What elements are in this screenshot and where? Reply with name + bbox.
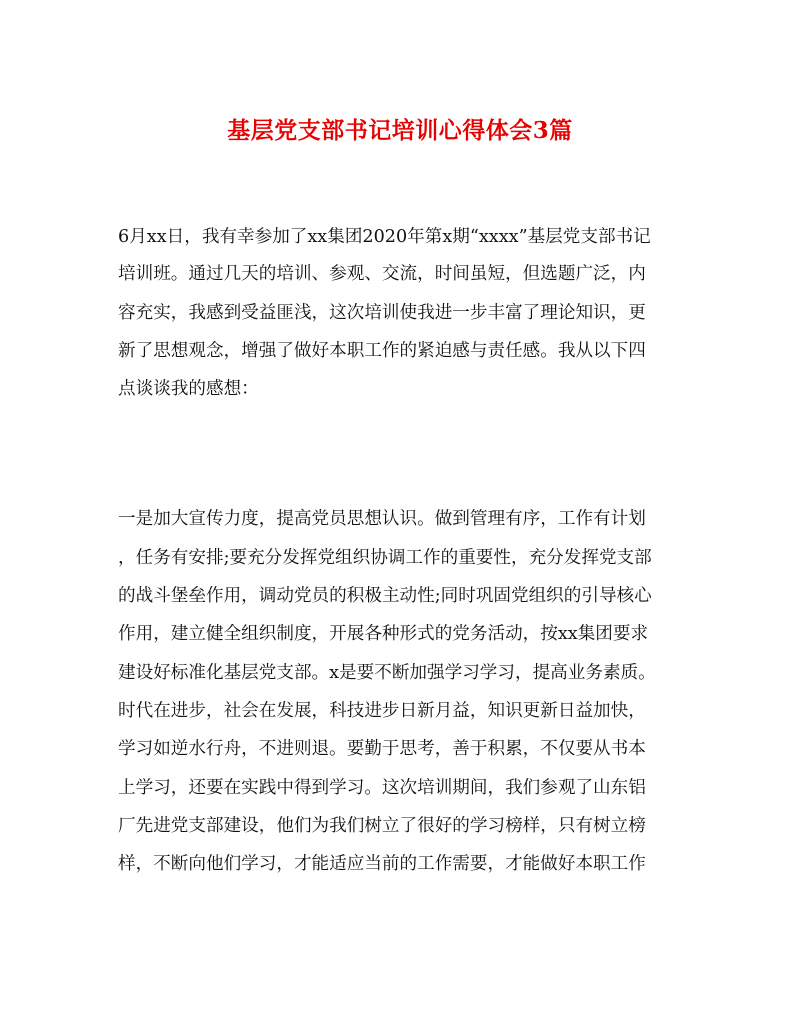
paragraph-2-line-7: 学习如逆水行舟，不进则退。要勤于思考，善于积累，不仅要从书本 — [118, 739, 646, 759]
paragraph-2-line-9: 厂先进党支部建设，他们为我们树立了很好的学习榜样，只有树立榜 — [118, 816, 646, 836]
paragraph-1-line-1: 6月xx日，我有幸参加了xx集团2020年第x期“xxxx”基层党支部书记 — [118, 227, 651, 247]
paragraph-2-line-1: 一是加大宣传力度，提高党员思想认识。做到管理有序，工作有计划 — [118, 509, 646, 529]
paragraph-2-line-10: 样，不断向他们学习，才能适应当前的工作需要，才能做好本职工作 — [118, 854, 646, 874]
paragraph-2-line-2: ，任务有安排;要充分发挥党组织协调工作的重要性，充分发挥党支部 — [118, 548, 652, 568]
paragraph-2-line-5: 建设好标准化基层党支部。x是要不断加强学习学习，提高业务素质。 — [118, 663, 656, 683]
paragraph-2-line-3: 的战斗堡垒作用，调动党员的积极主动性;同时巩固党组织的引导核心 — [118, 586, 652, 606]
document-title: 基层党支部书记培训心得体会3篇 — [227, 117, 573, 144]
paragraph-1-line-4: 新了思想观念，增强了做好本职工作的紧迫感与责任感。我从以下四 — [118, 341, 646, 361]
paragraph-2-line-6: 时代在进步，社会在发展，科技进步日新月益，知识更新日益加快， — [118, 701, 646, 721]
paragraph-2-line-8: 上学习，还要在实践中得到学习。这次培训期间，我们参观了山东铝 — [118, 778, 646, 798]
paragraph-1-line-2: 培训班。通过几天的培训、参观、交流，时间虽短，但选题广泛，内 — [118, 264, 646, 284]
paragraph-1-line-5: 点谈谈我的感想： — [118, 379, 259, 399]
paragraph-2-line-4: 作用，建立健全组织制度，开展各种形式的党务活动，按xx集团要求 — [118, 624, 649, 644]
paragraph-1-line-3: 容充实，我感到受益匪浅，这次培训使我进一步丰富了理论知识，更 — [118, 303, 646, 323]
